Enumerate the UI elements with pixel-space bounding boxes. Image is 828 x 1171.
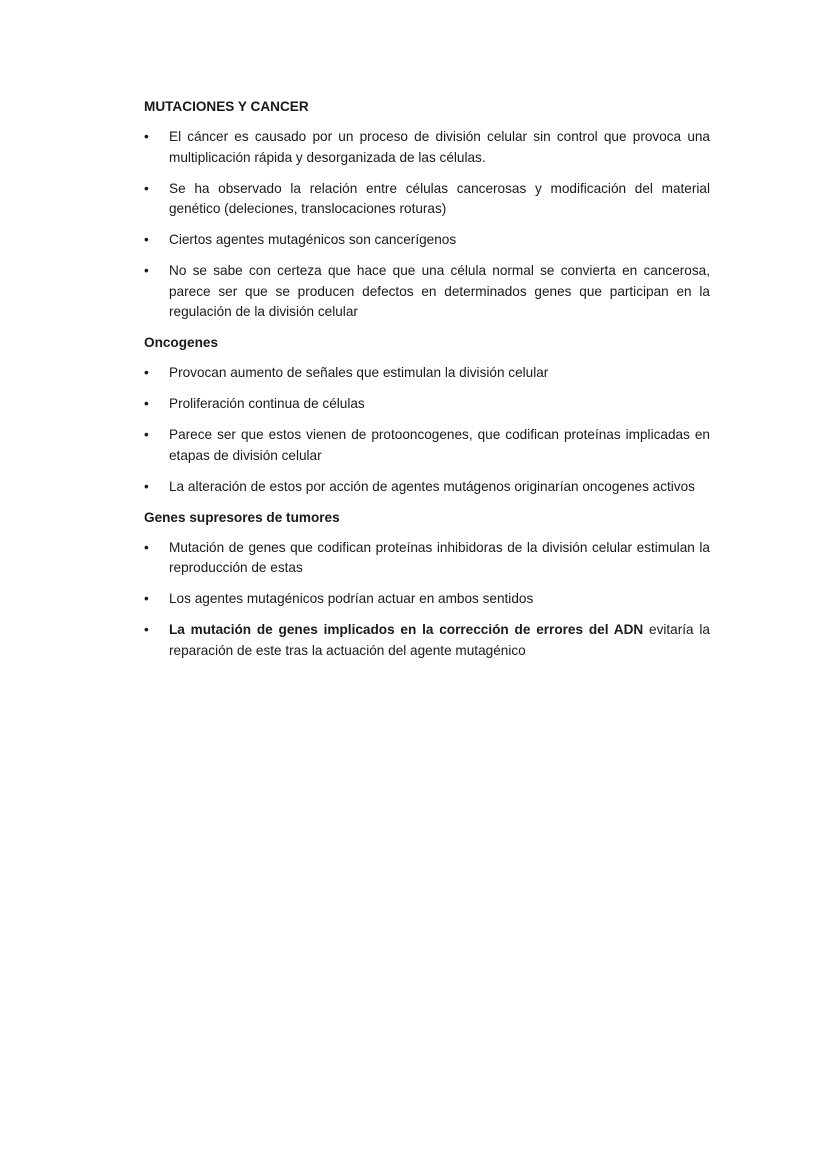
- section-heading-supresores: Genes supresores de tumores: [144, 509, 340, 525]
- list-item: [144, 425, 710, 466]
- document-page: [144, 97, 710, 672]
- list-item-text: Se ha observado la relación entre células cancerosas y modificación del material genético (deleciones, translocaciones roturas): [169, 180, 710, 216]
- list-item-text: Proliferación continua de células: [169, 396, 365, 411]
- list-item: [144, 538, 710, 579]
- bullet-icon: •: [144, 129, 149, 144]
- list-item: [144, 230, 710, 251]
- bullet-icon: •: [144, 591, 149, 606]
- list-item: [144, 127, 710, 168]
- bullet-icon: •: [144, 180, 149, 196]
- list-item-text: El cáncer es causado por un proceso de división celular sin control que provoca una multiplicación rápida y desorganizada de las células.: [169, 129, 710, 165]
- list-item-text: Parece ser que estos vienen de protooncogenes, que codifican proteínas implicadas en etapas de división celular: [169, 427, 710, 463]
- section-heading-oncogenes: Oncogenes: [144, 335, 219, 350]
- list-item-text: evitaría la reparación de este tras la actuación del agente mutagénico: [169, 622, 710, 658]
- list-item-text: Mutación de genes que codifican proteínas inhibidoras de la división celular estimulan la reproducción de estas: [169, 539, 710, 575]
- list-item-text: Ciertos agentes mutagénicos son cancerígenos: [169, 232, 457, 247]
- bullet-icon: •: [144, 478, 149, 494]
- bullet-icon: •: [144, 622, 149, 637]
- list-item-bold-text: La mutación de genes implicados en la corrección de errores del ADN: [169, 622, 644, 637]
- list-item-text: La alteración de estos por acción de agentes mutágenos originarían oncogenes activos: [169, 478, 695, 494]
- list-item: [144, 261, 710, 323]
- bullet-icon: •: [144, 539, 149, 555]
- list-item: [144, 477, 710, 498]
- bullet-icon: •: [144, 232, 149, 247]
- bullet-icon: •: [144, 263, 149, 278]
- bullet-icon: •: [144, 365, 149, 380]
- list-item: [144, 394, 710, 415]
- list-item-text: No se sabe con certeza que hace que una célula normal se convierta en cancerosa, parece ser que se producen defectos en determinados genes que participan en la regulación de la división celular: [169, 263, 710, 319]
- section-heading-mutaciones: MUTACIONES Y CANCER: [144, 99, 309, 114]
- list-item: [144, 620, 710, 661]
- list-item-text: Provocan aumento de señales que estimulan la división celular: [169, 365, 549, 380]
- bullet-icon: •: [144, 427, 149, 442]
- bullet-list-supresores: [144, 538, 710, 662]
- list-item-text: Los agentes mutagénicos podrían actuar en ambos sentidos: [169, 591, 534, 606]
- list-item: [144, 179, 710, 220]
- bullet-list-mutaciones: [144, 127, 710, 323]
- list-item: [144, 363, 710, 384]
- bullet-icon: •: [144, 396, 149, 411]
- list-item: [144, 589, 710, 610]
- bullet-list-oncogenes: [144, 363, 710, 497]
